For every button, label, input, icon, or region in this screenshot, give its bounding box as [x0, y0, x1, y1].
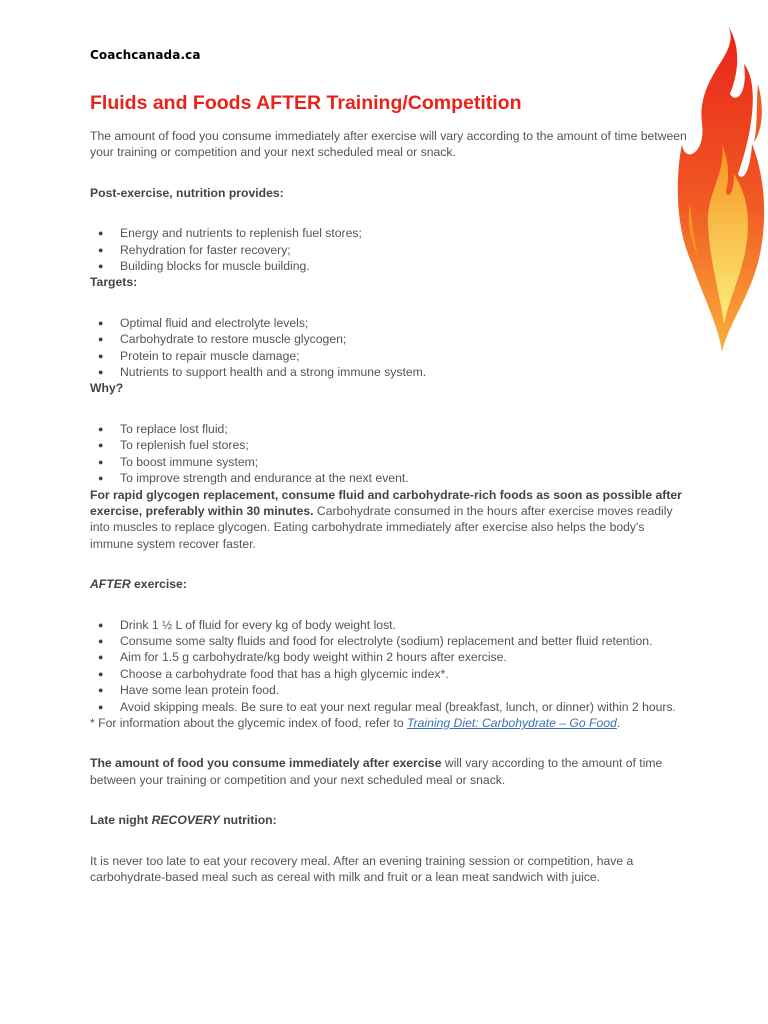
- list-item: ● Avoid skipping meals. Be sure to eat your next regular meal (breakfast, lunch, or dinner) within 2 hours.: [90, 699, 690, 715]
- footnote-suffix: .: [616, 715, 621, 730]
- targets-list: [90, 315, 690, 381]
- after-heading-italic: AFTER: [90, 577, 131, 592]
- list-item: ● To replace lost fluid;: [90, 421, 690, 437]
- list-item: ● Building blocks for muscle building.: [90, 258, 690, 274]
- list-item: ● Aim for 1.5 g carbohydrate/kg body weight within 2 hours after exercise.: [90, 649, 690, 665]
- after-heading-rest: exercise:: [130, 577, 187, 592]
- list-item: ● Choose a carbohydrate food that has a high glycemic index*.: [90, 666, 690, 682]
- training-diet-link[interactable]: Training Diet: Carbohydrate – Go Food: [407, 715, 617, 730]
- list-item: ● To boost immune system;: [90, 454, 690, 470]
- list-item: ● To improve strength and endurance at the next event.: [90, 470, 690, 486]
- rapid-body-text: Carbohydrate consumed in the hours after exercise moves readily into muscles to replace glycogen. Eating carbohydrate immediately after exercise also helps the body's immune system recover faster.: [90, 503, 673, 551]
- site-name: Coachcanada.ca: [90, 48, 201, 62]
- late-night-italic: RECOVERY: [151, 813, 220, 828]
- list-item: ● Have some lean protein food.: [90, 682, 690, 698]
- why-list: [90, 421, 690, 487]
- list-item: ● Protein to repair muscle damage;: [90, 348, 690, 364]
- list-item: ● To replenish fuel stores;: [90, 437, 690, 453]
- late-night-paragraph: It is never too late to eat your recovery meal. After an evening training session or competition, have a carbohydrate-based meal such as cereal with milk and fruit or a lean meat sandwich with juice.: [90, 853, 634, 884]
- list-item: ● Rehydration for faster recovery;: [90, 242, 690, 258]
- post-exercise-heading: Post-exercise, nutrition provides:: [90, 185, 284, 200]
- late-night-prefix: Late night: [90, 813, 152, 828]
- list-item: ● Energy and nutrients to replenish fuel stores;: [90, 225, 690, 241]
- document-body: [90, 128, 690, 885]
- amount-body-text: will vary according to the amount of time between your training or competition and your next scheduled meal or snack.: [90, 756, 663, 787]
- list-item: ● Carbohydrate to restore muscle glycogen;: [90, 331, 690, 347]
- amount-paragraph: [90, 755, 690, 788]
- late-night-heading: [90, 812, 690, 828]
- rapid-glycogen-paragraph: [90, 487, 690, 553]
- list-item: ● Optimal fluid and electrolyte levels;: [90, 315, 690, 331]
- list-item: ● Nutrients to support health and a strong immune system.: [90, 364, 690, 380]
- page-title: Fluids and Foods AFTER Training/Competition: [90, 92, 522, 114]
- list-item: ● Consume some salty fluids and food for electrolyte (sodium) replacement and better fluid retention.: [90, 633, 690, 649]
- post-exercise-list: [90, 225, 690, 274]
- late-night-suffix: nutrition:: [219, 813, 277, 828]
- amount-bold-text: The amount of food you consume immediately after exercise: [90, 756, 442, 771]
- after-exercise-list: [90, 617, 690, 715]
- why-heading: Why?: [90, 381, 124, 396]
- rapid-bold-text: For rapid glycogen replacement, consume fluid and carbohydrate-rich foods as soon as possible after exercise, preferably within 30 minutes.: [90, 487, 682, 518]
- after-exercise-heading: [90, 576, 690, 592]
- intro-paragraph: The amount of food you consume immediately after exercise will vary according to the amount of time between your training or competition and your next scheduled meal or snack.: [90, 129, 687, 160]
- glycemic-footnote: [90, 715, 690, 731]
- list-item: ● Drink 1 ½ L of fluid for every kg of body weight lost.: [90, 617, 690, 633]
- targets-heading: Targets:: [90, 275, 138, 290]
- footnote-prefix: * For information about the glycemic index of food, refer to: [90, 715, 408, 730]
